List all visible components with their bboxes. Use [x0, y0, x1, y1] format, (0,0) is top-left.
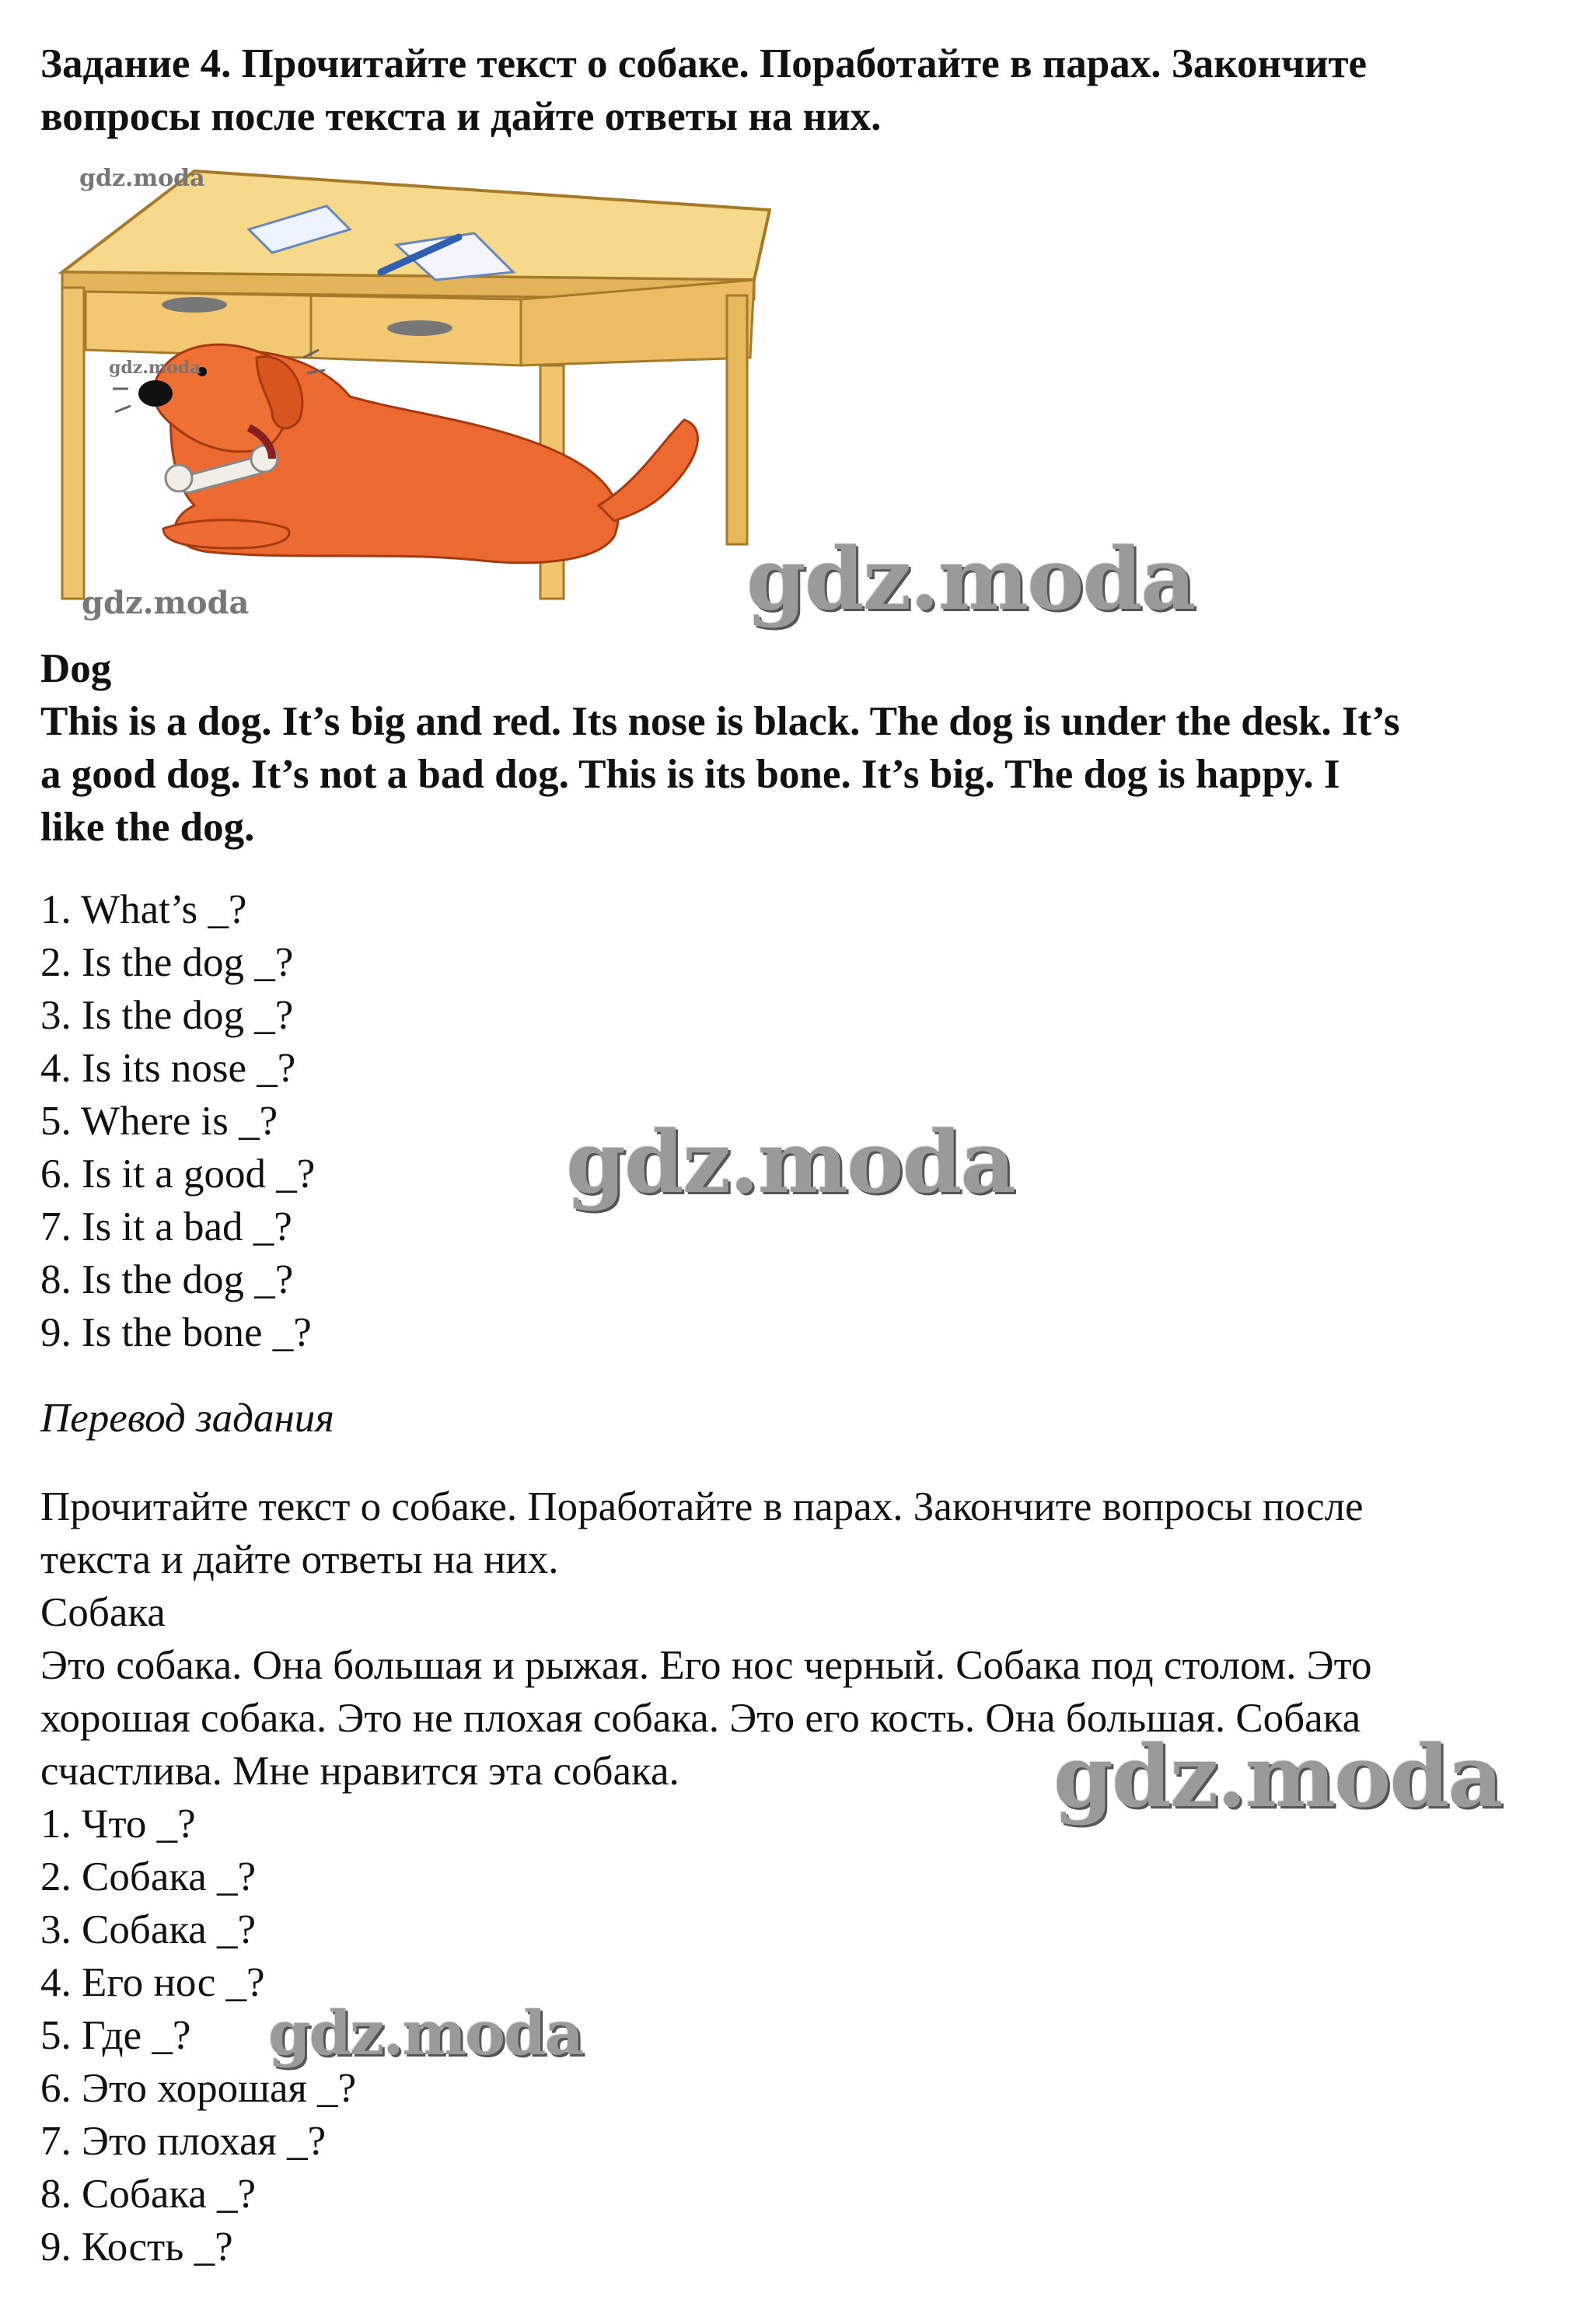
task-title-line-2: вопросы после текста и дайте ответы на них. [40, 94, 882, 139]
desk-drawers [86, 292, 521, 365]
red-dog [138, 344, 697, 563]
translation-instruction-line: текста и дайте ответы на них. [40, 1537, 559, 1582]
translation-text-line: хорошая собака. Это не плохая собака. Это его кость. Она большая. Собака [40, 1696, 1361, 1741]
question-item-ru: 4. Его нос _? [40, 1960, 265, 2005]
task-title-line-1: Задание 4. Прочитайте текст о собаке. Поработайте в парах. Закончите [40, 41, 1368, 86]
question-item: 7. Is it a bad _? [40, 1204, 292, 1249]
question-item: 9. Is the bone _? [40, 1310, 312, 1355]
text-heading: Dog [40, 646, 112, 691]
translation-label: Перевод задания [40, 1396, 334, 1441]
question-item-ru: 2. Собака _? [40, 1854, 257, 1899]
watermark-small: gdz.moda [82, 585, 250, 621]
translation-heading: Собака [40, 1590, 166, 1635]
watermark: gdz.moda [1053, 1726, 1502, 1826]
question-item: 6. Is it a good _? [40, 1152, 316, 1197]
question-item-ru: 6. Это хорошая _? [40, 2066, 357, 2111]
question-item: 3. Is the dog _? [40, 993, 294, 1038]
translation-text-line: Это собака. Она большая и рыжая. Его нос черный. Собака под столом. Это [40, 1643, 1372, 1688]
watermark: gdz.moda [268, 1998, 583, 2069]
question-item-ru: 5. Где _? [40, 2013, 191, 2058]
desk-leg-front-left [62, 288, 84, 599]
question-item: 4. Is its nose _? [40, 1046, 296, 1091]
watermark: gdz.moda [746, 529, 1195, 629]
translation-text-line: счастлива. Мне нравится эта собака. [40, 1749, 679, 1794]
dog-nose [138, 380, 173, 407]
text-line: a good dog. It’s not a bad dog. This is its bone. It’s big. The dog is happy. I [40, 752, 1340, 797]
translation-instruction-line: Прочитайте текст о собаке. Поработайте в парах. Закончите вопросы после [40, 1484, 1364, 1529]
text-line: like the dog. [40, 805, 255, 850]
watermark-small: gdz.moda [109, 358, 201, 378]
drawer-handle-right [387, 320, 452, 336]
question-item: 1. What’s _? [40, 887, 247, 932]
dog-under-desk-illustration [39, 163, 777, 614]
question-item-ru: 1. Что _? [40, 1802, 196, 1847]
question-item-ru: 9. Кость _? [40, 2224, 233, 2270]
text-line: This is a dog. It’s big and red. Its nose is black. The dog is under the desk. It’s [40, 699, 1400, 744]
question-item: 2. Is the dog _? [40, 940, 294, 985]
desk-leg-back-right [727, 295, 747, 544]
drawer-handle-left [162, 297, 227, 313]
question-item: 5. Where is _? [40, 1099, 278, 1144]
watermark-small: gdz.moda [79, 165, 205, 192]
question-item-ru: 7. Это плохая _? [40, 2119, 327, 2164]
watermark: gdz.moda [566, 1112, 1015, 1212]
question-item: 8. Is the dog _? [40, 1257, 294, 1302]
question-item-ru: 8. Собака _? [40, 2172, 257, 2217]
question-item-ru: 3. Собака _? [40, 1907, 257, 1952]
